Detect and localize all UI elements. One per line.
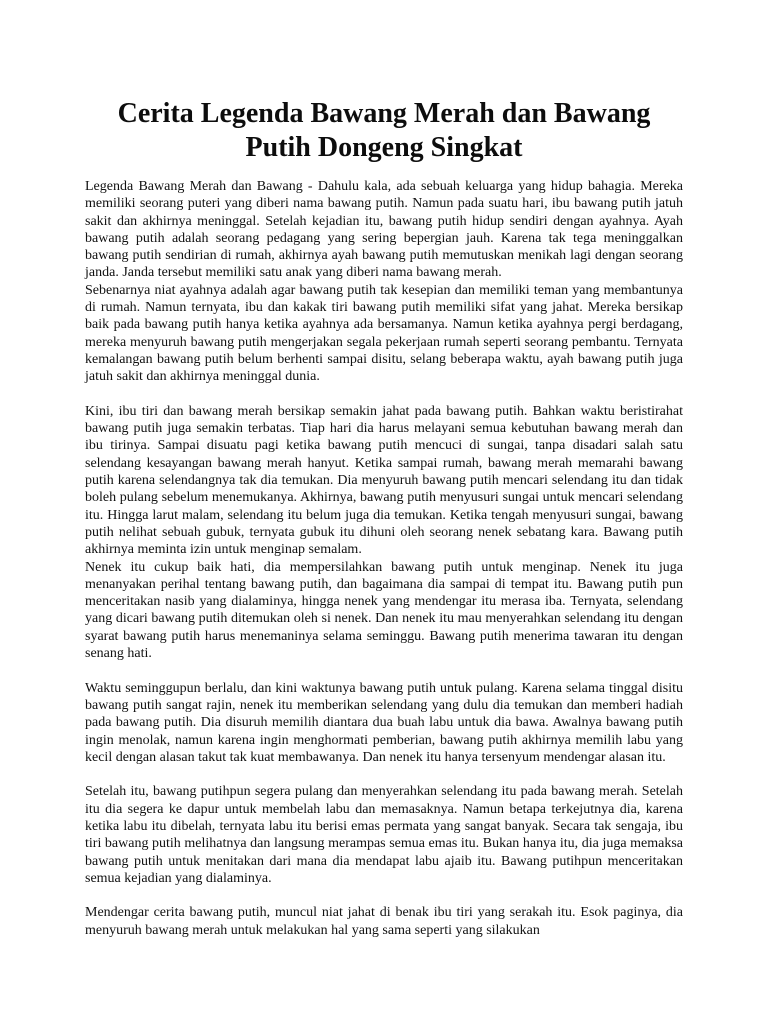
paragraph: Setelah itu, bawang putihpun segera pulang dan menyerahkan selendang itu pada bawang merah. Setelah itu dia segera ke dapur untuk membelah labu dan memasaknya. Namun betapa terkejutnya dia, karena ketika labu itu dibelah, ternyata labu itu berisi emas permata yang sangat banyak. Secara tak sengaja, ibu tiri bawang putih melihatnya dan langsung merampas semua emas itu. Bukan hanya itu, dia juga memaksa bawang putih untuk menitakan dari mana dia mendapat labu ajaib itu. Bawang putihpun menceritakan semua kejadian yang dialaminya.: [85, 784, 683, 886]
paragraph: Kini, ibu tiri dan bawang merah bersikap semakin jahat pada bawang putih. Bahkan waktu beristirahat bawang putih juga semakin terbatas. Tiap hari dia harus melayani semua kebutuhan bawang merah dan ibu tirinya. Sampai disuatu pagi ketika bawang putih mencuci di sungai, tanpa disadari salah satu selendang kesayangan bawang merah hanyut. Ketika sampai rumah, bawang merah memarahi bawang putih karena selendangnya tak dia temukan. Dia menyuruh bawang putih mencari selendang itu dan tidak boleh pulang sebelum menemukanya. Akhirnya, bawang putih menyusuri sungai untuk mencari selendang itu. Hingga larut malam, selendang itu belum juga dia temukan. Ketika tengah menyusuri sungai, bawang putih nelihat sebuah gubuk, ternyata gubuk itu dihuni oleh seorang nenek sebatang kara. Bawang putih akhirnya meminta izin untuk menginap semalam.: [85, 403, 683, 558]
paragraph: Legenda Bawang Merah dan Bawang - Dahulu kala, ada sebuah keluarga yang hidup bahagia. Mereka memiliki seorang puteri yang diberi nama bawang putih. Namun pada suatu hari, ibu bawang putih jatuh sakit dan akhirnya meninggal. Setelah kejadian itu, bawang putih hidup sendiri dengan ayahnya. Ayah bawang putih adalah seorang pedagang yang sering bepergian jauh. Karena tak tega meninggalkan bawang putih sendirian di rumah, akhirnya ayah bawang putih memutuskan menikah lagi dengan seorang janda. Janda tersebut memiliki satu anak yang diberi nama bawang merah.: [85, 179, 683, 281]
document-title-line-2: Putih Dongeng Singkat: [245, 132, 523, 163]
document-title: [70, 0, 698, 165]
document-title-line-1: Cerita Legenda Bawang Merah dan Bawang: [117, 98, 651, 129]
document-body: [85, 178, 683, 939]
paragraph: Waktu seminggupun berlalu, dan kini waktunya bawang putih untuk pulang. Karena selama tinggal disitu bawang putih sangat rajin, nenek itu memberikan selendang yang dulu dia temukan dan memberi hadiah pada bawang putih. Dia disuruh memilih diantara dua buah labu untuk dia bawa. Awalnya bawang putih ingin menolak, namun karena ingin menghormati pemberian, bawang putih akhirnya memilih labu yang kecil dengan alasan takut tak kuat membawanya. Dan nenek itu hanya tersenyum mendengar alasan itu.: [85, 680, 683, 765]
paragraph: Mendengar cerita bawang putih, muncul niat jahat di benak ibu tiri yang serakah itu. Esok paginya, dia menyuruh bawang merah untuk melakukan hal yang sama seperti yang silakukan: [85, 905, 683, 938]
paragraph: Sebenarnya niat ayahnya adalah agar bawang putih tak kesepian dan memiliki teman yang membantunya di rumah. Namun ternyata, ibu dan kakak tiri bawang putih memiliki sifat yang jahat. Mereka bersikap baik pada bawang putih hanya ketika ayahnya ada bersamanya. Namun ketika ayahnya pergi berdagang, mereka menyuruh bawang putih mengerjakan segala pekerjaan rumah seperti seorang pembantu. Ternyata kemalangan bawang putih belum berhenti sampai disitu, selang beberapa waktu, ayah bawang putih juga jatuh sakit dan akhirnya meninggal dunia.: [85, 282, 683, 385]
paragraph: Nenek itu cukup baik hati, dia mempersilahkan bawang putih untuk menginap. Nenek itu juga menanyakan perihal tentang bawang putih, dan bagaimana dia sampai di tempat itu. Bawang putih pun menceritakan nasib yang dialaminya, hingga nenek yang mendengar itu merasa iba. Ternyata, selendang yang dicari bawang putih ditemukan oleh si nenek. Dan nenek itu mau menyerahkan selendang itu dengan syarat bawang putih harus menemaninya selama seminggu. Bawang putih menerima tawaran itu dengan senang hati.: [85, 559, 683, 662]
